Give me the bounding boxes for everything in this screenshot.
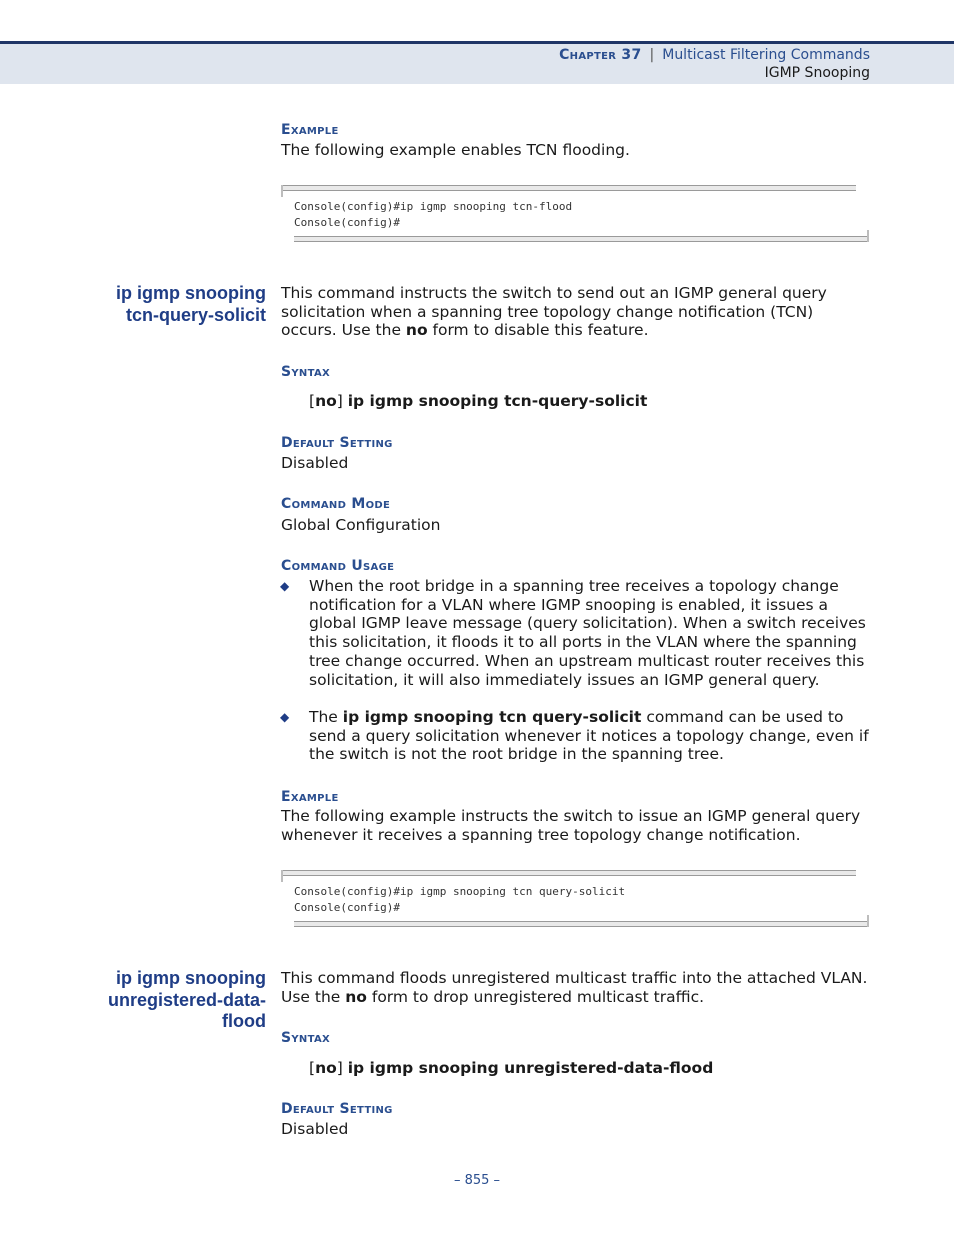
- code-block: [281, 870, 869, 927]
- code-bottom-rule: [294, 236, 869, 242]
- description-line: [281, 988, 867, 1007]
- command-mode-value: Global Configuration: [281, 516, 441, 534]
- command-description: [281, 284, 827, 340]
- code-line: Console(config)#: [294, 216, 400, 229]
- text-run: Use the: [281, 987, 346, 1006]
- code-corner-mark: [281, 870, 283, 882]
- command-name-line: ip igmp snooping: [116, 283, 266, 303]
- keyword: no: [315, 1059, 337, 1077]
- command-keyword: ip igmp snooping tcn query-solicit: [342, 708, 642, 726]
- description-line: This command floods unregistered multicast traffic into the attached VLAN.: [281, 969, 868, 987]
- syntax-line: [309, 1059, 713, 1078]
- usage-line: global IGMP leave message (query solicitation). When a switch receives: [309, 614, 866, 633]
- command-usage-heading: Command Usage: [281, 558, 395, 574]
- text-run: command can be used to: [641, 708, 844, 726]
- code-corner-mark: [281, 185, 283, 197]
- description-line: [281, 321, 827, 340]
- usage-line: the switch is not the root bridge in the spanning tree.: [309, 745, 724, 764]
- command-keyword: ip igmp snooping tcn-query-solicit: [347, 392, 648, 410]
- syntax-heading: Syntax: [281, 1030, 330, 1046]
- usage-line: tree change occurred. When an upstream multicast router receives this: [309, 651, 865, 670]
- command-keyword: ip igmp snooping unregistered-data-flood: [347, 1059, 714, 1077]
- command-mode-heading: Command Mode: [281, 496, 391, 512]
- command-name: [116, 283, 266, 326]
- diamond-bullet-icon: ◆: [280, 579, 290, 593]
- header-chapter-line: [559, 47, 870, 63]
- example-line: whenever it receives a spanning tree topology change notification.: [281, 825, 801, 844]
- command-name-line: tcn-query-solicit: [125, 304, 266, 325]
- syntax-heading: Syntax: [281, 364, 330, 380]
- text-run: The: [309, 708, 343, 726]
- example-line: The following example instructs the switch to issue an IGMP general query: [281, 807, 861, 825]
- diamond-bullet-icon: ◆: [280, 710, 290, 724]
- example-text: The following example enables TCN flooding.: [281, 141, 630, 159]
- example-heading: Example: [281, 122, 339, 138]
- header-separator: |: [649, 47, 655, 63]
- bracket: [: [309, 392, 316, 410]
- header-section: IGMP Snooping: [764, 65, 870, 81]
- example-text: [281, 807, 860, 844]
- command-name-line: unregistered-data-: [107, 989, 266, 1010]
- command-name: [108, 968, 266, 1033]
- usage-line: [309, 708, 869, 727]
- chapter-title: Multicast Filtering Commands: [662, 47, 870, 63]
- text-run: occurs. Use the: [281, 321, 406, 340]
- chapter-label: Chapter 37: [559, 47, 642, 63]
- code-line: Console(config)#ip igmp snooping tcn query-solicit: [294, 885, 626, 898]
- bracket: ]: [336, 1059, 348, 1077]
- usage-line: solicitation, it will also immediately issues an IGMP general query.: [309, 670, 820, 689]
- description-line: solicitation when a spanning tree topology change notification (TCN): [281, 302, 814, 321]
- code-corner-mark: [867, 915, 869, 927]
- usage-line: send a query solicitation whenever it notices a topology change, even if: [309, 726, 869, 745]
- text-run: form to disable this feature.: [427, 321, 649, 340]
- bracket: ]: [336, 392, 348, 410]
- usage-line: this solicitation, it floods it to all ports in the VLAN where the spanning: [309, 633, 857, 652]
- usage-item: [309, 577, 866, 689]
- default-setting-value: Disabled: [281, 1120, 349, 1138]
- page-number: – 855 –: [453, 1173, 501, 1188]
- default-setting-heading: Default Setting: [281, 435, 393, 451]
- code-line: Console(config)#ip igmp snooping tcn-flood: [294, 200, 573, 213]
- code-block: [281, 185, 869, 242]
- usage-item: [309, 708, 869, 764]
- text-run: form to drop unregistered multicast traffic.: [366, 987, 705, 1006]
- usage-line: When the root bridge in a spanning tree receives a topology change: [309, 577, 839, 595]
- bracket: [: [309, 1059, 316, 1077]
- keyword: no: [345, 987, 367, 1006]
- code-corner-mark: [867, 230, 869, 242]
- example-heading: Example: [281, 789, 339, 805]
- command-name-line: ip igmp snooping: [116, 968, 266, 988]
- default-setting-heading: Default Setting: [281, 1101, 393, 1117]
- default-setting-value: Disabled: [281, 454, 349, 472]
- usage-line: notification for a VLAN where IGMP snooping is enabled, it issues a: [309, 595, 829, 614]
- code-line: Console(config)#: [294, 901, 400, 914]
- description-line: This command instructs the switch to send out an IGMP general query: [281, 284, 827, 302]
- command-name-line: flood: [222, 1011, 266, 1031]
- keyword: no: [315, 392, 337, 410]
- page-header: [0, 41, 954, 84]
- command-description: [281, 969, 867, 1006]
- code-bottom-rule: [294, 921, 869, 927]
- keyword: no: [405, 321, 428, 340]
- syntax-line: [309, 392, 647, 411]
